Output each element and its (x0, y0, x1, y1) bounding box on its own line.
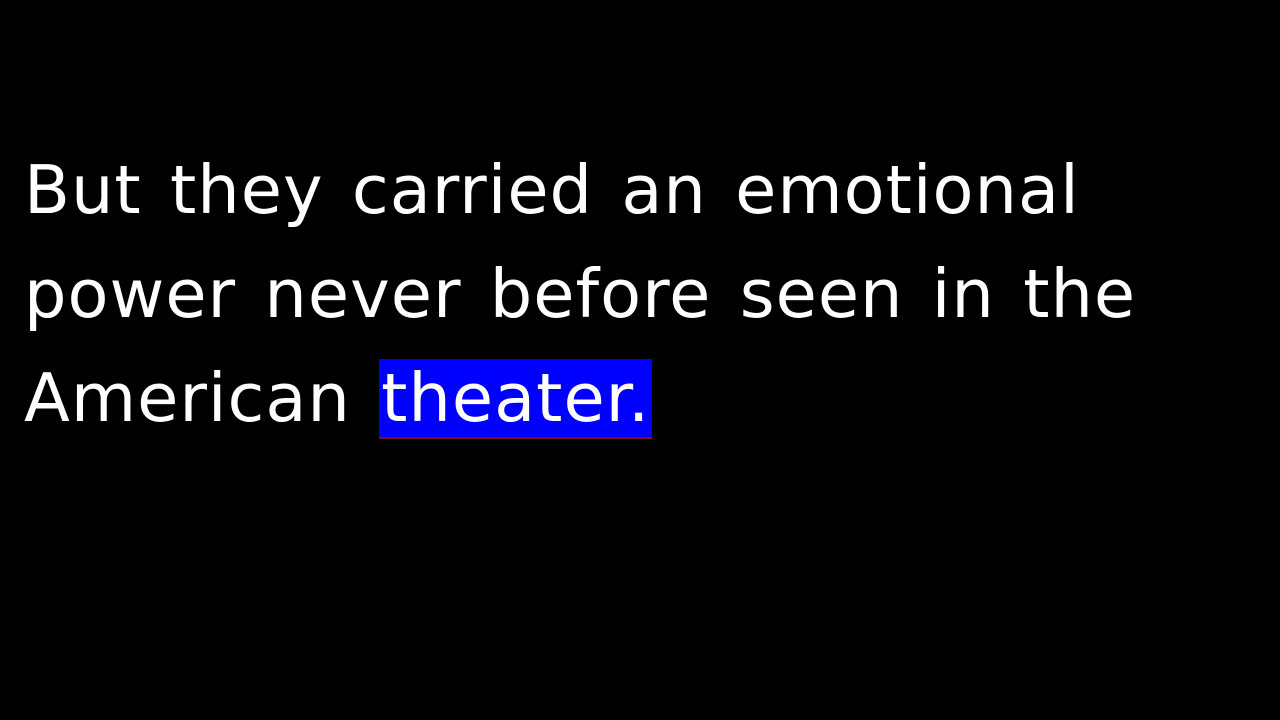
caption-plain-word: American (24, 359, 351, 437)
caption-line-2: power never before seen in the (24, 255, 1137, 333)
highlighted-word: theater. (381, 359, 651, 437)
caption-line-1: But they carried an emotional (24, 151, 1080, 229)
caption-line-3 (24, 346, 1264, 450)
caption-text (24, 138, 1264, 450)
